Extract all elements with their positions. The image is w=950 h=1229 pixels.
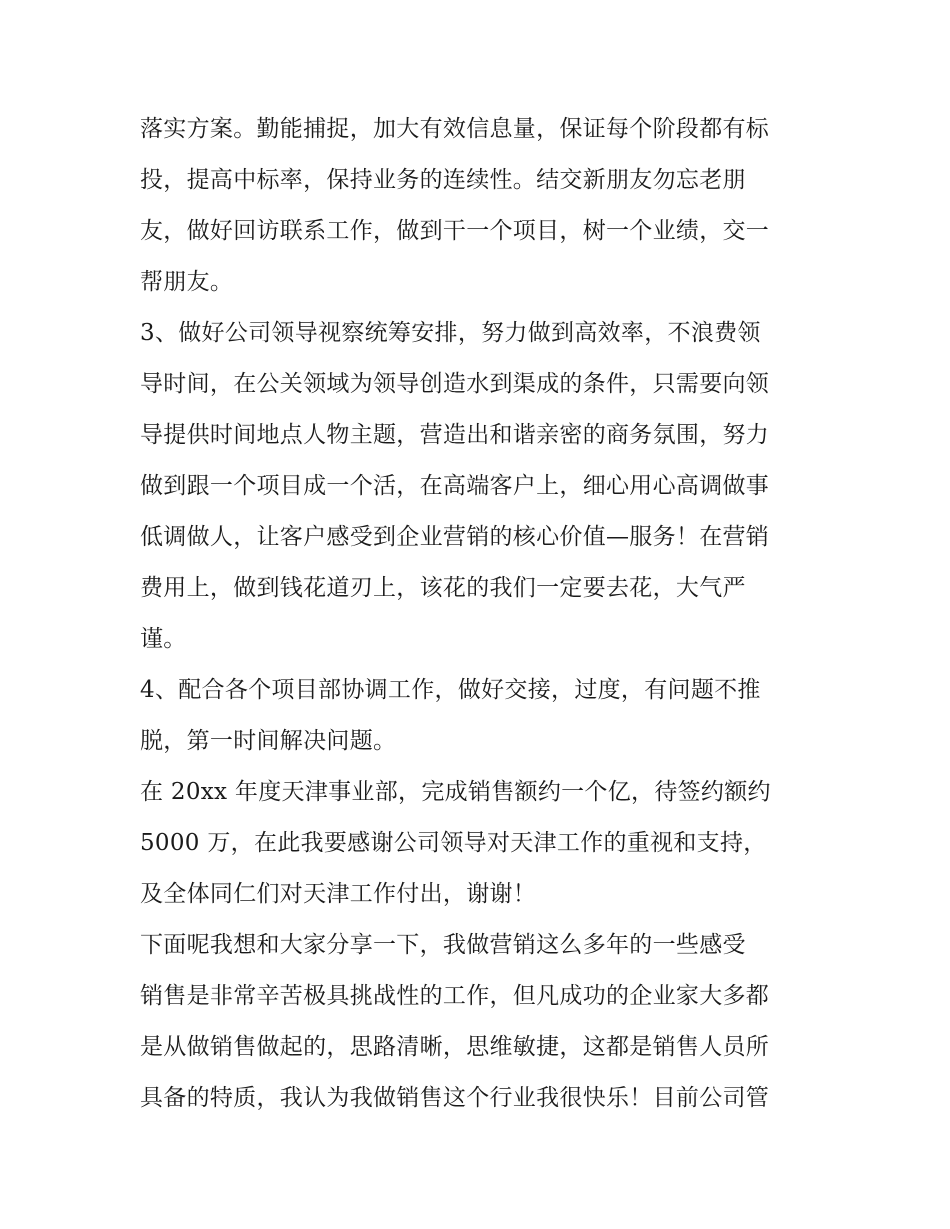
text-line: 落实方案。勤能捕捉，加大有效信息量，保证每个阶段都有标	[140, 116, 770, 142]
text-line: 4、配合各个项目部协调工作，做好交接，过度，有问题不推	[140, 677, 761, 703]
text-line: 投，提高中标率，保持业务的连续性。结交新朋友勿忘老朋	[140, 167, 746, 193]
text-line: 导提供时间地点人物主题，营造出和谐亲密的商务氛围，努力	[140, 422, 770, 448]
text-line: 销售是非常辛苦极具挑战性的工作，但凡成功的企业家大多都	[140, 983, 770, 1009]
text-line: 谨。	[140, 626, 187, 652]
text-line: 友，做好回访联系工作，做到干一个项目，树一个业绩，交一	[140, 218, 770, 244]
text-line: 具备的特质，我认为我做销售这个行业我很快乐！目前公司管	[140, 1085, 770, 1111]
text-line: 是从做销售做起的，思路清晰，思维敏捷，这都是销售人员所	[140, 1034, 770, 1060]
text-line: 在 20xx 年度天津事业部，完成销售额约一个亿，待签约额约	[140, 779, 771, 805]
text-line: 下面呢我想和大家分享一下，我做营销这么多年的一些感受	[140, 932, 746, 958]
text-line: 费用上，做到钱花道刃上，该花的我们一定要去花，大气严	[140, 575, 746, 601]
text-line: 及全体同仁们对天津工作付出，谢谢！	[140, 881, 537, 907]
text-line: 低调做人，让客户感受到企业营销的核心价值—服务！在营销	[140, 524, 770, 550]
text-line: 脱，第一时间解决问题。	[140, 728, 397, 754]
text-line: 5000 万，在此我要感谢公司领导对天津工作的重视和支持，	[140, 830, 767, 856]
text-line: 导时间，在公关领域为领导创造水到渠成的条件，只需要向领	[140, 371, 770, 397]
text-line: 帮朋友。	[140, 269, 234, 295]
document-body	[140, 104, 812, 1124]
text-line: 3、做好公司领导视察统筹安排，努力做到高效率，不浪费领	[140, 320, 761, 346]
text-line: 做到跟一个项目成一个活，在高端客户上，细心用心高调做事	[140, 473, 770, 499]
